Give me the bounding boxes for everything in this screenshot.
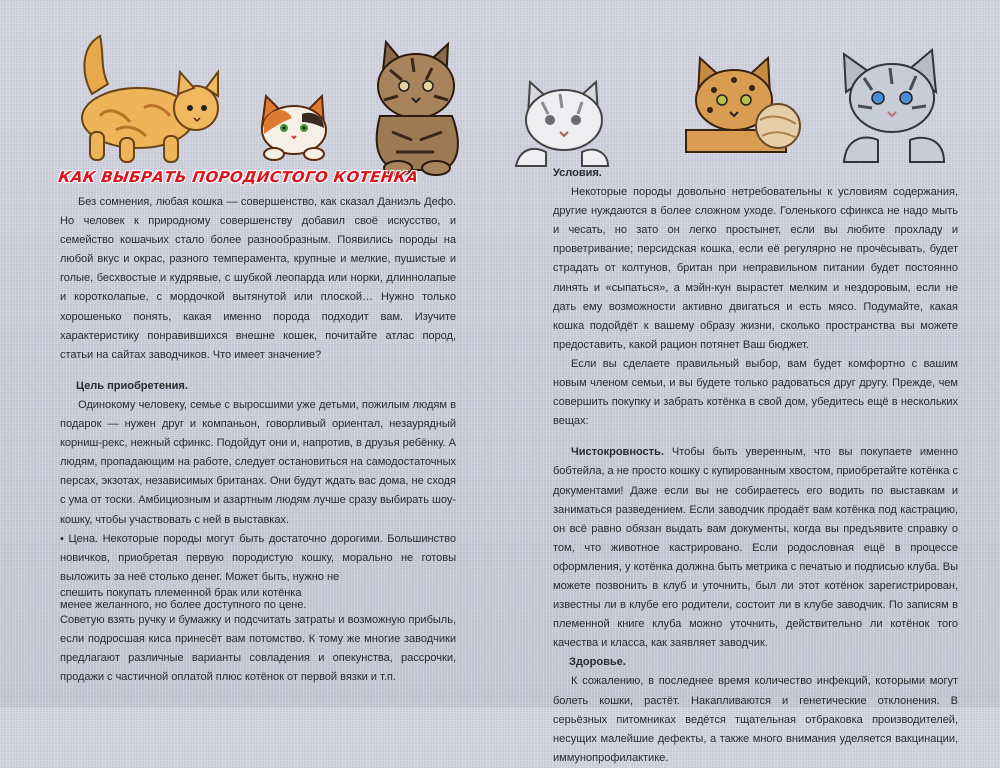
price-line-2: спешить покупать племенной брак или котёнка — [60, 586, 302, 599]
health-paragraph: К сожалению, в последнее время количество инфекций, которыми могут болеть кошки, растёт. Накапливаются и генетические отклонения. В серьёзных питомниках ведётся тщательная отбраковка производителей, несущих малейшие дефекты, а также много внимания уделяется вакцинации, иммунопрофилактике. — [553, 675, 958, 764]
health-heading: Здоровье. — [569, 656, 626, 669]
brown-tabby-kitten-illustration — [362, 36, 468, 176]
price-line-3: менее желанного, но более доступного по цене. — [60, 598, 307, 611]
purpose-paragraph: Одинокому человеку, семье с выросшими уже детьми, пожилым людям в подарок — нужен друг и компаньон, говорливый ориентал, незаурядный корниш-рекс, нежный сфинкс. Подойдут они и, напротив, в друзья ребёнку. А людям, пропадающим на работе, следует остановиться на самодостаточных персах, экзотах, независимых британах. Они будут ждать вас дома, не сходя с ума от тоски. Амбициозным и азартным людям лучше сразу выбирать шоу-кошку, чтобы участвовать с ней в выставках. — [60, 398, 456, 526]
conditions-paragraph: Некоторые породы довольно нетребовательны к условиям содержания, другие нуждаются в более сложном уходе. Голенького сфинкса не надо мыть и чесать, но зато он легко простынет, если вы любите прохладу и проветривание; персидская кошка, если её регулярно не прочёсывать, будет страдать от колтунов, британ при неправильном питании будет постоянно линять и «сыпаться», а мэйн-кун вырастет мелким и нездоровым, если не дать ему возможности активно двигаться и есть мясо. Подумайте, какая кошка подойдёт к вашему образу жизни, сколько пространства вы можете предоставить, какой рацион потянет Ваш бюджет. — [553, 186, 958, 351]
page-title: КАК ВЫБРАТЬ ПОРОДИСТОГО КОТЕНКА — [57, 168, 420, 186]
intro-paragraph: Без сомнения, любая кошка — совершенство, как сказал Даниэль Дефо. Но человек к природному совершенству добавил своё искусство, и семейство кошачьих стало более разнообразным. Появились породы на любой вкус и окрас, разного темперамента, крупные и мелкие, пушистые и голые, бесхвостые и кудрявые, с шубкой леопарда или норки, длиннолапые и коротколапые, с мордочкой вытянутой или плоской… Нужно только хорошенько понять, какая именно порода подходит вам. Изучите характеристику понравившихся внешне кошек, почитайте атлас пород, статьи на сайтах заводчиков. Что имеет значение? — [60, 196, 456, 361]
bengal-kitten-with-ball-illustration — [684, 54, 804, 154]
right-column — [553, 164, 958, 768]
advice-paragraph: Советую взять ручку и бумажку и подсчитать затраты и возможную прибыль, если подросшая киса принесёт вам потомство. К тому же многие заводчики предлагают различные варианты совладения и опекунства, рассрочки, продажи с частичной оплатой плюс котёнок от первой вязки и т.п. — [60, 613, 456, 684]
gray-white-kitten-illustration — [512, 76, 612, 170]
fluffy-ginger-kitten-illustration — [60, 32, 228, 164]
price-paragraph: • Цена. Некоторые породы могут быть достаточно дорогими. Большинство новичков, приобретая первую породистую кошку, морально не готовы выложить за неё столько денег. Может быть, нужно не — [60, 532, 456, 583]
purity-heading: Чистокровность. — [571, 446, 664, 459]
purity-text: Чтобы быть уверенным, что вы покупаете именно бобтейла, а не просто кошку с купированным хвостом, приобретайте котёнка с документами! Даже если вы не собираетесь его водить по выставкам и заниматься разведением. Если заводчик продаёт вам котёнка под кастрацию, он всё равно обязан выдать вам документы, когда вы предъявите справку о том, что животное кастрировано. Если родословная ещё в процессе оформления, у котёнка должна быть метрика с печатью и подписью клуба. Вы можете позвонить в клуб и уточнить, был ли этот котёнок зарегистрирован, известны ли в клубе его родители, состоит ли в клубе заводчик. По записям в племенной книге клуба можно уточнить, действительно ли котёнок того качества и класса, как заявляет заводчик. — [553, 446, 958, 650]
left-column — [60, 193, 456, 687]
silver-tabby-kitten-illustration — [838, 46, 950, 164]
purity-paragraph — [553, 443, 958, 653]
conditions-heading: Условия. — [553, 167, 602, 179]
purpose-heading: Цель приобретения. — [76, 379, 188, 392]
choice-paragraph: Если вы сделаете правильный выбор, вам будет комфортно с вашим новым членом семьи, и вы будете только радоваться друг другу. Прежде, чем совершить покупку и забрать котёнка в свой дом, убедитесь ещё в нескольких вещах: — [553, 357, 958, 428]
orange-calico-kitten-illustration — [252, 92, 336, 162]
